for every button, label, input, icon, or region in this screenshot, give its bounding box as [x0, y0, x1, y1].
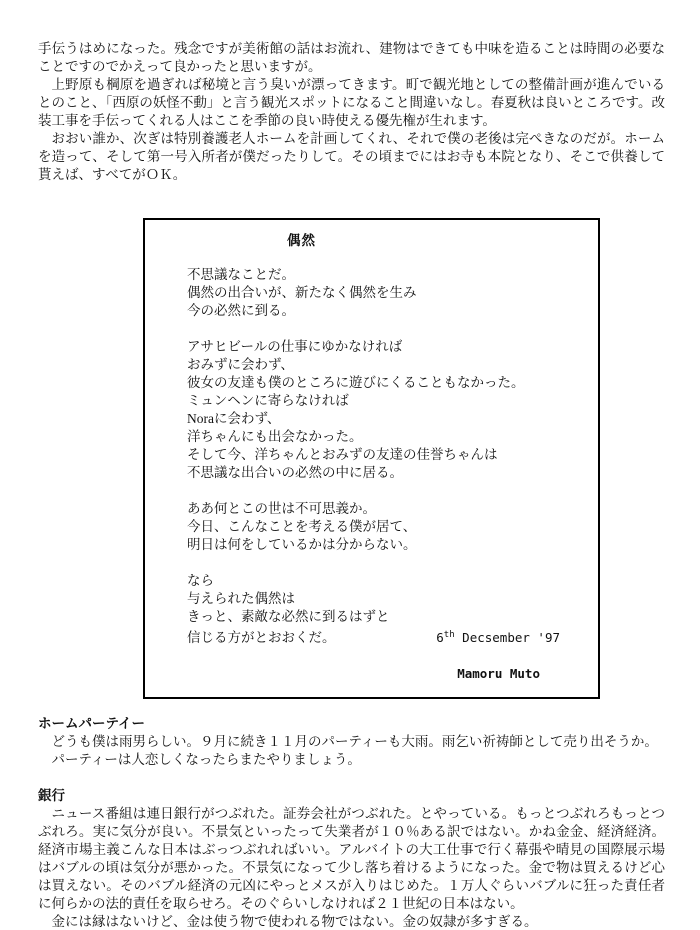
poem-last-line-with-date: [187, 626, 568, 647]
poem-line: 偶然の出合いが、新たなく偶然を生み: [187, 285, 417, 300]
poem-date-ordinal: th: [443, 630, 455, 640]
intro-paragraph: おおい誰か、次ぎは特別養護老人ホームを計画してくれ、それで僕の老後は完ぺきなのだが。ホームを造って、そして第一号入所者が僕だったりして。その頃までにはお寺も本院となり、そこで供養して貰えば、すべてがＯＫ。: [38, 131, 665, 182]
poem-stanza: [187, 572, 568, 647]
section-heading: ホームパーテイー: [38, 716, 146, 732]
section-paragraph: どうも僕は雨男らしい。９月に続き１１月のパーティーも大雨。雨乞い祈祷師として売り出そうか。: [51, 734, 658, 750]
poem-box: [143, 218, 600, 699]
poem-line: なら: [187, 573, 214, 588]
poem-line: 今日、こんなことを考える僕が居て、: [187, 519, 417, 534]
poem-line: 洋ちゃんにも出会なかった。: [187, 429, 363, 444]
poem-title: 偶然: [287, 233, 316, 248]
intro-paragraph: 上野原も棡原を過ぎれば秘境と言う臭いが漂ってきます。町で観光地としての整備計画が進んでいるとのこと、「西原の妖怪不動」と言う観光スポットになること間違いなし。春夏秋は良いところです。改装工事を手伝ってくれる人はここを季節の良い時使える優先権が生れます。: [38, 77, 665, 128]
poem-line: Noraに会わず、: [187, 411, 281, 426]
poem-line: おみずに会わず、: [187, 357, 294, 372]
poem-date-day: 6: [436, 630, 444, 646]
poem-line: 信じる方がとおおくだ。: [187, 630, 336, 646]
intro-block: [38, 40, 665, 184]
poem-line: きっと、素敵な必然に到るはずと: [187, 609, 390, 624]
poem-stanza: [187, 338, 568, 482]
section-home-party: [38, 715, 665, 769]
poem-line: 不思議なことだ。: [187, 267, 295, 282]
poem-date-rest: Decsember '97: [454, 630, 560, 646]
poem-stanza: [187, 266, 568, 320]
poem-signature: Mamoru Muto: [457, 666, 540, 682]
poem-line: 不思議な出合いの必然の中に居る。: [187, 465, 403, 480]
poem-line: そして今、洋ちゃんとおみずの友達の佳誉ちゃんは: [187, 447, 498, 462]
section-bank: [38, 787, 665, 930]
section-paragraph: パーティーは人恋しくなったらまたやりましょう。: [51, 752, 361, 768]
section-paragraph: ニュース番組は連日銀行がつぶれた。証券会社がつぶれた。とやっている。もっとつぶれろもっとつぶれろ。実に気分が良い。不景気といったって失業者が１０％ある訳ではない。かね金金、経済経済。経済市場主義こんな日本はぶっつぶれればいい。アルバイトの大工仕事で行く幕張や晴見の国際展示場はバブルの頃は気分が悪かった。不景気になって少し落ち着けるようになった。金で物は買えるけど心は買えない。そのバブル経済の元凶にやっとメスが入りはじめた。１万人ぐらいバブルに狂った責任者に何らかの法的責任を取らせろ。そのぐらいしなければ２１世紀の日本はない。: [38, 806, 665, 912]
poem-date: [436, 626, 568, 647]
poem-line: アサヒビールの仕事にゆかなければ: [187, 339, 403, 354]
poem-line: 彼女の友達も僕のところに遊びにくることもなかった。: [187, 375, 525, 390]
poem-line: ああ何とこの世は不可思義か。: [187, 501, 376, 516]
intro-paragraph: 手伝うはめになった。残念ですが美術館の話はお流れ、建物はできても中味を造ることは時間の必要なことですのでかえって良かったと思いますが。: [38, 41, 665, 74]
section-paragraph: 金には縁はないけど、金は使う物で使われる物ではない。金の奴隷が多すぎる。: [51, 914, 538, 930]
poem-line: 明日は何をしているかは分からない。: [187, 537, 417, 552]
poem-line: ミュンヘンに寄らなければ: [187, 393, 349, 408]
poem-stanza: [187, 500, 568, 554]
poem-line: 与えられた偶然は: [187, 591, 295, 606]
poem-line: 今の必然に到る。: [187, 303, 295, 318]
section-heading: 銀行: [38, 788, 65, 804]
